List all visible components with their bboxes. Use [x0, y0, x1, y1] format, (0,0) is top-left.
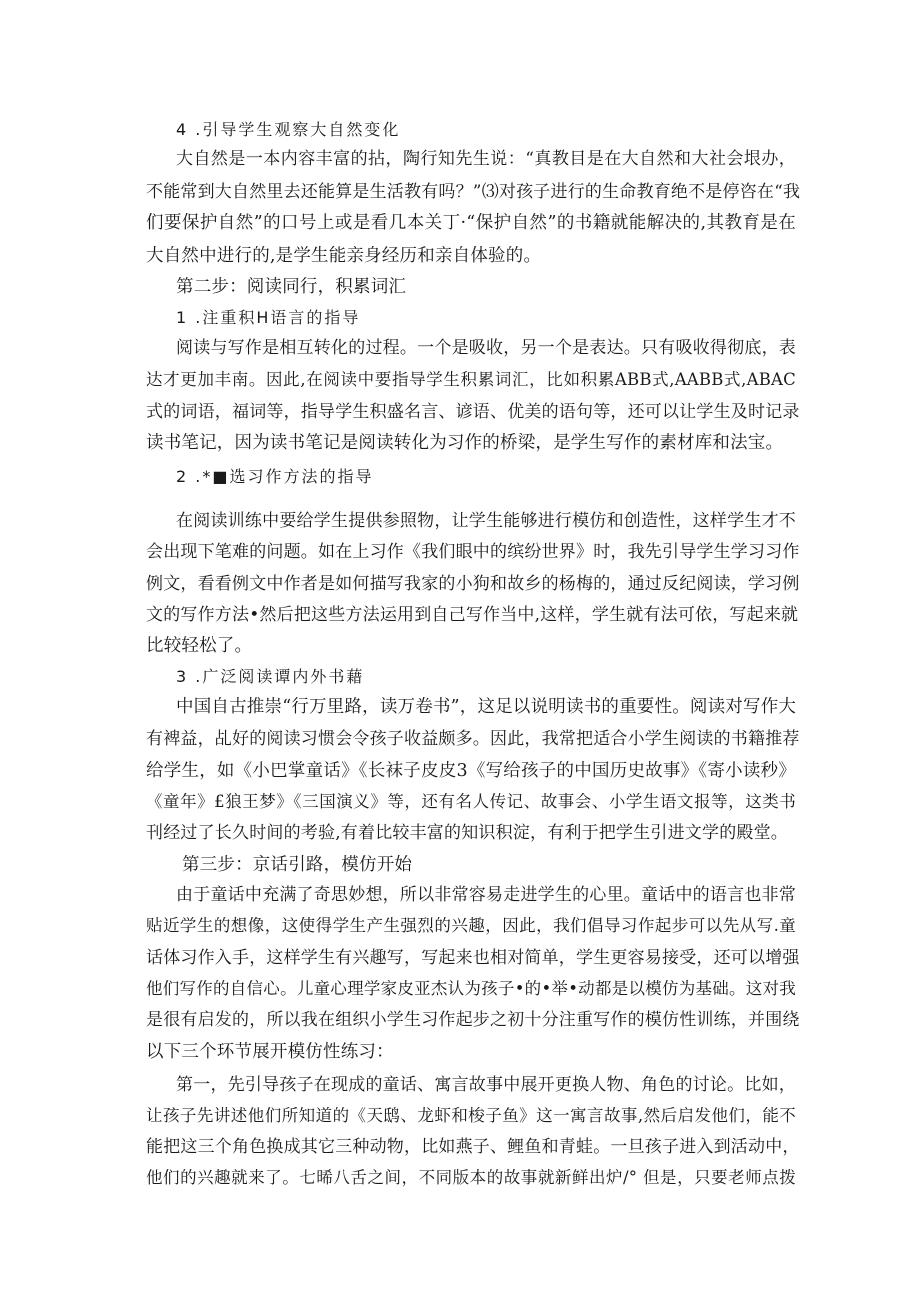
- paragraph-line: 例文，看看例文中作者是如何描写我家的小狗和故乡的杨梅的，通过反纪阅读，学习例: [146, 574, 800, 594]
- paragraph-line: 有裨益，乩好的阅读习惯会令孩子收益颇多。因此，我常把适合小学生阅读的书籍推荐: [146, 729, 800, 749]
- paragraph-line: 给学生，如《小巴掌童话》《长袜子皮皮3《写给孩子的中国历史故事》《寄小读秒》: [146, 761, 796, 781]
- heading-writing-method: 2 .*■选习作方法的指导: [176, 467, 374, 486]
- paragraph-line: 会出现下笔难的问题。如在上习作《我们眼中的缤纷世界》时，我先引导学生学习习作: [146, 542, 800, 562]
- heading-extensive-reading: 3 .广泛阅读谭内外书藉: [176, 667, 365, 686]
- paragraph-line: 第一，先引导孩子在现成的童话、寓言故事中展开更换人物、角色的讨论。比如，: [176, 1075, 796, 1095]
- paragraph-line: 由于童话中充满了奇思妙想，所以非常容易走进学生的心里。童话中的语言也非常: [176, 885, 796, 905]
- paragraph-line: 刊经过了长久时间的考验,有着比较丰富的知识积淀，有利于把学生引进文学的殿堂。: [146, 823, 789, 843]
- paragraph-line: 贴近学生的想像，这使得学生产生强烈的兴趣，因此，我们倡导习作起步可以先从写.童: [146, 916, 796, 935]
- paragraph-line: 达才更加丰南。因此,在阅读中要指导学生积累词汇，比如积累ABB式,AABB式,ABAC: [146, 370, 796, 389]
- paragraph-line: 不能常到大自然里去还能算是生活教有吗？”⑶对孩子进行的生命教育绝不是停咨在“我: [146, 182, 801, 202]
- paragraph-line: 大自然是一本内容丰富的拈，陶行知先生说：“真教目是在大自然和大社会垠办，: [176, 149, 796, 169]
- heading-vocabulary: 1 .注重积H语言的指导: [176, 308, 361, 327]
- heading-observe-nature: 4 .引导学生观察大自然变化: [176, 120, 401, 139]
- paragraph-line: 在阅读训练中要给学生提供参照物，让学生能够进行模仿和创造性，这样学生才不: [176, 511, 796, 531]
- paragraph-line: 能把这三个角色换成其它三种动物，比如燕子、鲤鱼和青蛙。一旦孩子进入到活动中，: [146, 1137, 800, 1157]
- paragraph-line: 是很有启发的，所以我在组织小学生习作起步之初十分注重写作的模仿性训练，并围绕: [146, 1010, 800, 1030]
- paragraph-line: 以下三个环节展开模仿性练习：: [146, 1042, 394, 1062]
- paragraph-line: 比较轻松了。: [146, 636, 253, 656]
- paragraph-line: 大自然中进行的,是学生能亲身经历和亲自体验的。: [146, 246, 542, 266]
- paragraph-line: 让孩子先讲述他们所知道的《天鸱、龙虾和梭子鱼》这一寓言故事,然后启发他们，能不: [146, 1106, 796, 1125]
- paragraph-line: 们要保护自然”的口号上或是看几本关丁·“保护自然”的书籍就能解决的,其教育是在: [146, 213, 796, 233]
- paragraph-line: 阅读与写作是相互转化的过程。一个是吸收，另一个是表达。只有吸收得彻底，表: [176, 338, 796, 358]
- paragraph-line: 文的写作方法•然后把这些方法运用到自己写作当中,这样，学生就有法可依，写起来就: [146, 605, 799, 625]
- paragraph-line: 式的词语，福词等，指导学生积盛名言、谚语、优美的语句等，还可以让学生及时记录: [146, 402, 800, 422]
- paragraph-line: 中国自古推崇“行万里路，读万卷书”，这足以说明读书的重要性。阅读对写作大: [176, 697, 797, 717]
- paragraph-line: 话体习作入手，这样学生有兴趣写，写起来也相对简单，学生更容易接受，还可以增强: [146, 948, 800, 968]
- section-title-step3: 第三步：京话引路，模仿开始: [182, 855, 413, 875]
- paragraph-line: 《童年》£狼王梦》《三国演义》等，还有名人传记、故事会、小学生语文报等，这类书: [146, 792, 796, 811]
- paragraph-line: 他们的兴趣就来了。七晞八舌之间，不同版本的故事就新鲜出炉/° 但是，只要老师点拨: [146, 1168, 796, 1187]
- paragraph-line: 读书笔记，因为读书笔记是阅读转化为习作的桥梁，是学生写作的素材库和法宝。: [146, 433, 784, 453]
- section-title-step2: 第二步：阅读同行，积累词汇: [176, 277, 407, 297]
- paragraph-line: 他们写作的自信心。儿童心理学家皮亚杰认为孩子•的•举•动都是以模仿为基础。这对我: [146, 979, 796, 998]
